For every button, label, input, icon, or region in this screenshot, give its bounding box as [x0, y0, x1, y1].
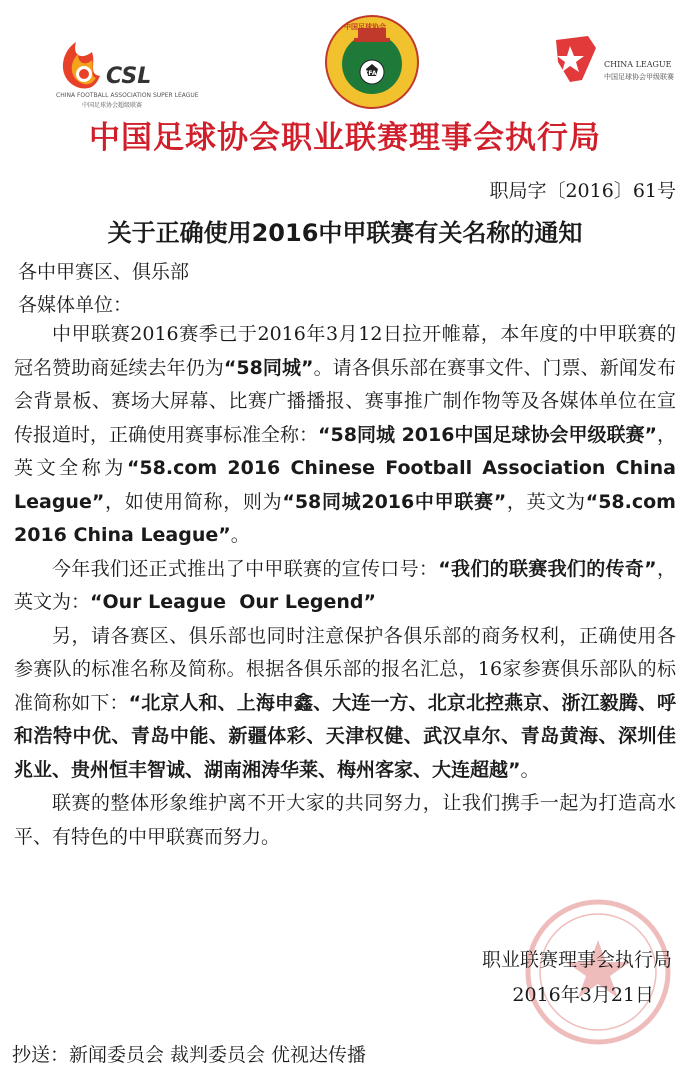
body-text: ，如使用简称，则为 [104, 490, 283, 513]
document-number: 职局字〔2016〕61号 [489, 180, 676, 202]
china-league-en: CHINA LEAGUE [604, 60, 672, 69]
notice-body [14, 318, 676, 854]
cfa-emblem [318, 8, 426, 116]
china-league-cn: 中国足球协会甲级联赛 [604, 73, 674, 81]
csl-en: CHINA FOOTBALL ASSOCIATION SUPER LEAGUE [56, 92, 199, 99]
csl-cn: 中国足球协会超级联赛 [82, 102, 143, 109]
cc-line [12, 1040, 372, 1067]
club-list: “北京人和、上海申鑫、大连一方、北京北控燕京、浙江毅腾、呼和浩特中优、青岛中能、新疆体彩、天津权健、武汉卓尔、青岛黄海、深圳佳兆业、贵州恒丰智诚、湖南湘涛华莱、梅州客家、大连超越” [14, 691, 676, 781]
cc-label: 抄送： [12, 1044, 70, 1066]
cfa-ring-text: 中国足球协会 [344, 23, 386, 31]
signatory: 职业联赛理事会执行局 [481, 949, 672, 971]
slogan-cn: “我们的联赛我们的传奇” [438, 557, 657, 580]
body-text: 另，请各赛区、俱乐部也同时注意保护各俱乐部的商务权利，正确使用各参赛队的标准名称及简称。根据各俱乐部的报名汇总，16家参赛俱乐部队的标准简称如下： [14, 624, 676, 714]
paragraph-clubs [14, 620, 676, 788]
cfa-core-text: CFA [364, 70, 377, 77]
body-text: 。 [520, 758, 540, 781]
sponsor-name: “58同城” [223, 356, 314, 379]
body-text: 中甲联赛2016赛季已于2016年3月12日拉开帷幕，本年度的中甲联赛的冠名赞助商延续去年仍为 [14, 323, 676, 379]
body-text: ，英文为： [14, 557, 676, 613]
csl-logo [52, 30, 199, 110]
addressee-line: 各媒体单位： [18, 294, 133, 316]
body-text: 。 [230, 524, 250, 546]
body-text: ，英文为 [506, 490, 586, 513]
csl-mark: CSL [106, 64, 152, 89]
full-name-en: “58.com 2016 Chinese Football Association China League” [14, 457, 676, 513]
short-name-en: “58.com 2016 China League” [14, 490, 676, 546]
paragraph-sponsor [14, 318, 676, 553]
addressee-line: 各中甲赛区、俱乐部 [18, 261, 190, 283]
paragraph-slogan [14, 553, 676, 620]
short-name-cn: “58同城2016中甲联赛” [282, 490, 507, 513]
slogan-en: “Our League Our Legend” [90, 591, 376, 613]
issue-date: 2016年3月21日 [512, 984, 654, 1006]
full-name-cn: “58同城 2016中国足球协会甲级联赛” [318, 423, 657, 446]
paragraph-closing: 联赛的整体形象维护离不开大家的共同努力，让我们携手一起为打造高水平、有特色的中甲联赛而努力。 [14, 792, 676, 848]
cc-recipient: 新闻委员会 [69, 1044, 165, 1066]
body-text: 。请各俱乐部在赛事文件、门票、新闻发布会背景板、赛场大屏幕、比赛广播播报、赛事推广制作物等及各媒体单位在宣传报道时，正确使用赛事标准全称： [14, 356, 676, 446]
body-text: 今年我们还正式推出了中甲联赛的宣传口号： [52, 557, 439, 580]
cc-recipient: 裁判委员会 [170, 1044, 266, 1066]
cc-recipient: 优视达传播 [271, 1044, 367, 1066]
notice-title: 关于正确使用2016中甲联赛有关名称的通知 [107, 219, 583, 247]
body-text: ，英文全称为 [14, 423, 676, 479]
china-league-logo [548, 30, 674, 110]
issuer-title: 中国足球协会职业联赛理事会执行局 [89, 120, 601, 156]
